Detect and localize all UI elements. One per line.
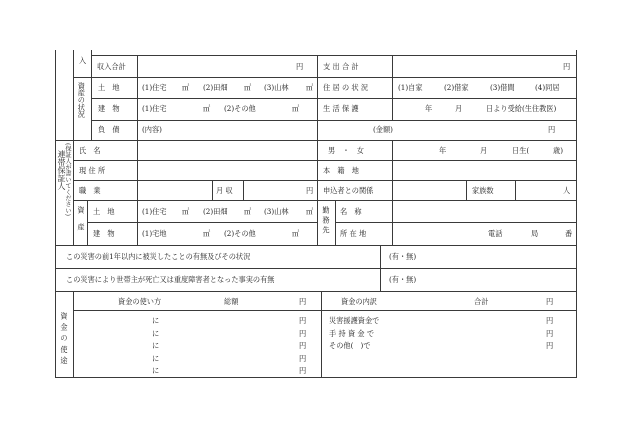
funds-content-header: 資金の内訳 xyxy=(341,297,377,306)
guarantor-land-unit: ㎡ xyxy=(306,207,314,216)
grid-line xyxy=(212,180,213,200)
assets-debt-content: (内容) xyxy=(142,125,162,134)
grid-line xyxy=(73,180,577,181)
assets-building-opt: (2)その他 xyxy=(224,104,256,113)
grid-line xyxy=(91,55,577,56)
welfare-text: 日より受給(生住教医) xyxy=(486,104,557,113)
funds-use-row-ni: に xyxy=(152,366,160,375)
assets-land-unit: ㎡ xyxy=(244,83,252,92)
welfare-label: 生 活 保 護 xyxy=(323,104,359,113)
question-text: この災害により世帯主が死亡又は重度障害者となった事実の有無 xyxy=(66,275,275,284)
grid-line xyxy=(317,140,318,245)
guarantor-land-label: 土 地 xyxy=(93,207,115,216)
guarantor-land-opt: (3)山林 xyxy=(264,207,289,216)
welfare-year: 年 xyxy=(425,104,433,113)
grid-line xyxy=(392,140,393,245)
guarantor-relation-label: 申込者との関係 xyxy=(323,186,374,195)
guarantor-family-label: 家族数 xyxy=(472,186,494,195)
guarantor-phone-label: 電話 xyxy=(488,229,503,238)
grid-line xyxy=(73,310,577,311)
funds-use-row-unit: 円 xyxy=(299,354,307,363)
grid-line xyxy=(73,50,74,140)
guarantor-income-unit: 円 xyxy=(306,186,314,195)
assets-building-unit: ㎡ xyxy=(203,104,211,113)
welfare-month: 月 xyxy=(455,104,463,113)
expense-total-unit: 円 xyxy=(563,62,571,71)
funds-section-label: 資金の使途 xyxy=(60,312,69,368)
guarantor-work-name-label: 名 称 xyxy=(340,207,362,216)
housing-opt: (4)同居 xyxy=(535,83,560,92)
grid-line xyxy=(73,200,577,201)
funds-use-row-unit: 円 xyxy=(299,341,307,350)
question-text: この災害の前1年以内に被災したことの有無及びその状況 xyxy=(66,252,251,261)
funds-content-row-unit: 円 xyxy=(546,329,554,338)
funds-total-unit: 円 xyxy=(299,297,307,306)
assets-building-label: 建 物 xyxy=(98,104,120,113)
assets-building-unit: ㎡ xyxy=(292,104,300,113)
guarantor-work-label: 勤務先 xyxy=(322,206,331,237)
grid-line xyxy=(55,245,577,246)
guarantor-name-label: 氏 名 xyxy=(79,146,101,155)
guarantor-family-unit: 人 xyxy=(563,186,571,195)
housing-opt: (1)自家 xyxy=(398,83,423,92)
funds-sum-unit: 円 xyxy=(546,297,554,306)
guarantor-phone-station: 局 xyxy=(531,229,539,238)
income-total-label: 収入合計 xyxy=(97,62,126,71)
income-total-unit: 円 xyxy=(296,62,304,71)
funds-use-row-unit: 円 xyxy=(299,366,307,375)
border-right xyxy=(576,50,577,377)
guarantor-phone-number: 番 xyxy=(565,229,573,238)
grid-line xyxy=(55,140,577,141)
funds-use-header: 資金の使い方 xyxy=(118,297,162,306)
guarantor-dob-month: 月 xyxy=(480,146,488,155)
assets-debt-amount: (金額) xyxy=(373,125,393,134)
question-answer: (有・無) xyxy=(389,252,417,261)
assets-land-label: 土 地 xyxy=(98,83,120,92)
funds-use-row-unit: 円 xyxy=(299,316,307,325)
funds-content-row-label: その他( )で xyxy=(329,341,371,350)
grid-line xyxy=(137,140,138,245)
guarantor-dob-age: 歳) xyxy=(553,146,563,155)
guarantor-land-opt: (1)住宅 xyxy=(142,207,167,216)
assets-land-unit: ㎡ xyxy=(182,83,190,92)
assets-section-label: 資産の状況 xyxy=(77,82,87,118)
guarantor-land-unit: ㎡ xyxy=(244,207,252,216)
guarantor-section-note: (保証人が書いてください) xyxy=(64,143,71,217)
funds-content-row-label: 災害援護資金で xyxy=(329,316,380,325)
guarantor-building-opt: (2)その他 xyxy=(224,229,256,238)
funds-content-row-unit: 円 xyxy=(546,316,554,325)
assets-building-opt: (1)住宅 xyxy=(142,104,167,113)
grid-line xyxy=(55,268,577,269)
assets-debt-unit: 円 xyxy=(548,125,556,134)
funds-total-header: 総額 xyxy=(224,297,239,306)
funds-use-row-ni: に xyxy=(152,354,160,363)
guarantor-assets-label: 資産 xyxy=(77,206,86,241)
guarantor-building-unit: ㎡ xyxy=(203,229,211,238)
border-left xyxy=(55,50,56,377)
funds-use-row-unit: 円 xyxy=(299,329,307,338)
grid-line xyxy=(243,180,244,200)
guarantor-section-label: 連帯保証人 xyxy=(57,150,66,190)
funds-use-row-ni: に xyxy=(152,329,160,338)
grid-line xyxy=(335,222,577,223)
guarantor-land-unit: ㎡ xyxy=(182,207,190,216)
grid-line xyxy=(73,160,577,161)
grid-line xyxy=(73,140,74,245)
grid-line xyxy=(466,180,467,200)
funds-use-row-ni: に xyxy=(152,341,160,350)
guarantor-address-label: 現 住 所 xyxy=(79,166,106,175)
guarantor-sex: 男 ・ 女 xyxy=(328,146,364,155)
guarantor-work-addr-label: 所 在 地 xyxy=(340,229,367,238)
grid-line xyxy=(73,291,74,377)
guarantor-building-opt: (1)宅地 xyxy=(142,229,167,238)
guarantor-income-label: 月 収 xyxy=(216,186,233,195)
grid-line xyxy=(515,180,516,200)
grid-line xyxy=(73,77,577,78)
housing-label: 住 居 の 状 況 xyxy=(323,83,369,92)
funds-sum-header: 合計 xyxy=(474,297,489,306)
funds-content-row-unit: 円 xyxy=(546,341,554,350)
housing-opt: (2)借家 xyxy=(444,83,469,92)
housing-opt: (3)借間 xyxy=(490,83,515,92)
grid-line xyxy=(91,120,577,121)
funds-use-row-ni: に xyxy=(152,316,160,325)
guarantor-dob-day: 日生( xyxy=(512,146,530,155)
guarantor-building-label: 建 物 xyxy=(93,229,115,238)
funds-content-row-label: 手 持 資 金 で xyxy=(329,329,375,338)
grid-line xyxy=(87,222,317,223)
grid-line xyxy=(91,98,577,99)
assets-debt-label: 負 債 xyxy=(98,125,120,134)
guarantor-domicile-label: 本 籍 地 xyxy=(323,166,359,175)
grid-line xyxy=(91,50,92,140)
grid-line xyxy=(55,291,577,292)
grid-line xyxy=(392,55,393,120)
guarantor-building-unit: ㎡ xyxy=(292,229,300,238)
guarantor-job-label: 職 業 xyxy=(79,186,101,195)
question-answer: (有・無) xyxy=(389,275,417,284)
assets-land-opt: (2)田畑 xyxy=(203,83,228,92)
border-bottom xyxy=(55,377,577,378)
assets-land-opt: (1)住宅 xyxy=(142,83,167,92)
guarantor-land-opt: (2)田畑 xyxy=(203,207,228,216)
guarantor-dob-year: 年 xyxy=(439,146,447,155)
assets-land-unit: ㎡ xyxy=(306,83,314,92)
income-prefix: 入 xyxy=(79,56,87,65)
assets-land-opt: (3)山林 xyxy=(264,83,289,92)
grid-line xyxy=(321,291,322,377)
expense-total-label: 支 出 合 計 xyxy=(323,62,359,71)
